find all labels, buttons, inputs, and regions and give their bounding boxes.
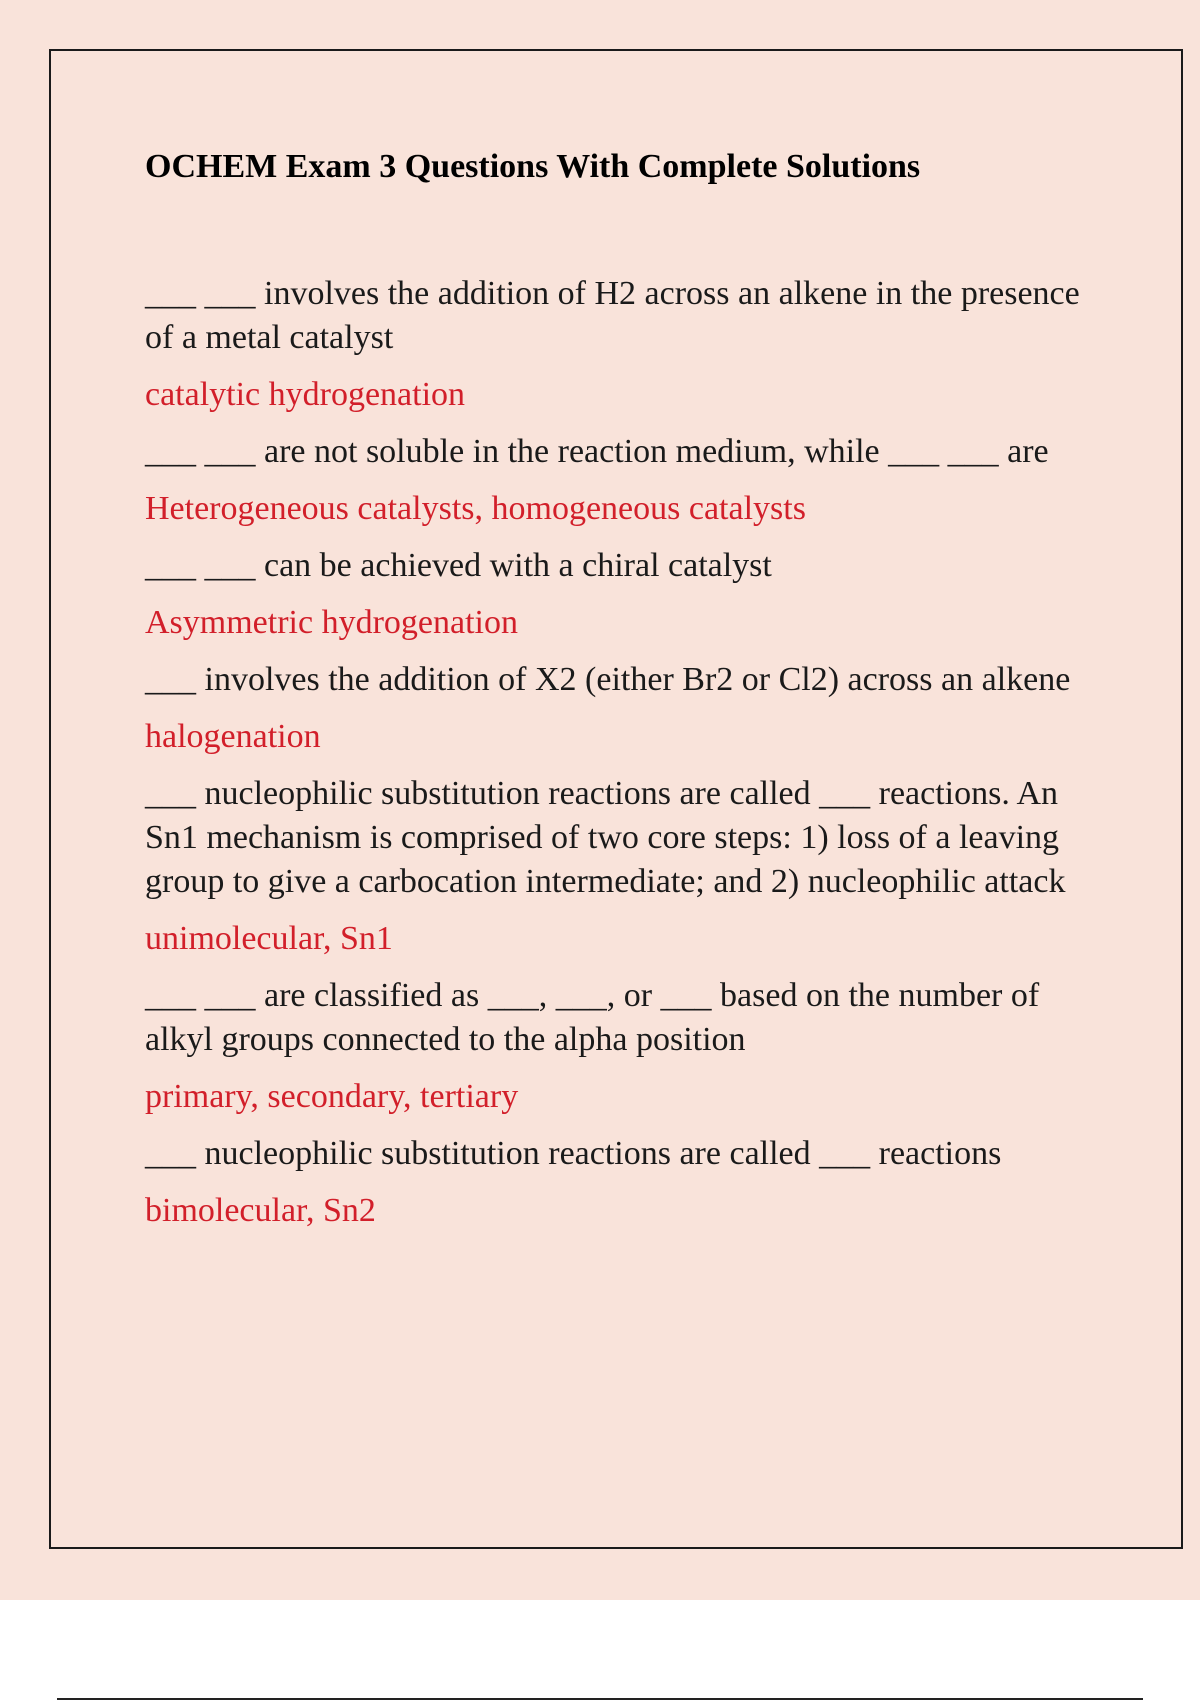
page-title: OCHEM Exam 3 Questions With Complete Solutions: [145, 148, 921, 185]
question-1: ___ ___ involves the addition of H2 across an alkene in the presence of a metal catalyst: [145, 275, 1080, 356]
question-2: ___ ___ are not soluble in the reaction medium, while ___ ___ are: [145, 433, 1049, 470]
question-7: ___ nucleophilic substitution reactions are called ___ reactions: [145, 1135, 1002, 1172]
answer-6: primary, secondary, tertiary: [145, 1078, 519, 1115]
question-3: ___ ___ can be achieved with a chiral catalyst: [145, 547, 772, 584]
answer-7: bimolecular, Sn2: [145, 1192, 376, 1229]
answer-5: unimolecular, Sn1: [145, 920, 393, 957]
question-6: ___ ___ are classified as ___, ___, or ___ based on the number of alkyl groups connected to the alpha position: [145, 977, 1040, 1058]
answer-4: halogenation: [145, 718, 321, 755]
question-5: ___ nucleophilic substitution reactions are called ___ reactions. An Sn1 mechanism is comprised of two core steps: 1) loss of a leaving group to give a carbocation intermediate; and 2) nucleophilic attack: [145, 775, 1066, 900]
answer-2: Heterogeneous catalysts, homogeneous catalysts: [145, 490, 806, 527]
question-4: ___ involves the addition of X2 (either Br2 or Cl2) across an alkene: [145, 661, 1071, 698]
document-content: [145, 140, 1085, 1246]
answer-1: catalytic hydrogenation: [145, 376, 466, 413]
answer-3: Asymmetric hydrogenation: [145, 604, 518, 641]
